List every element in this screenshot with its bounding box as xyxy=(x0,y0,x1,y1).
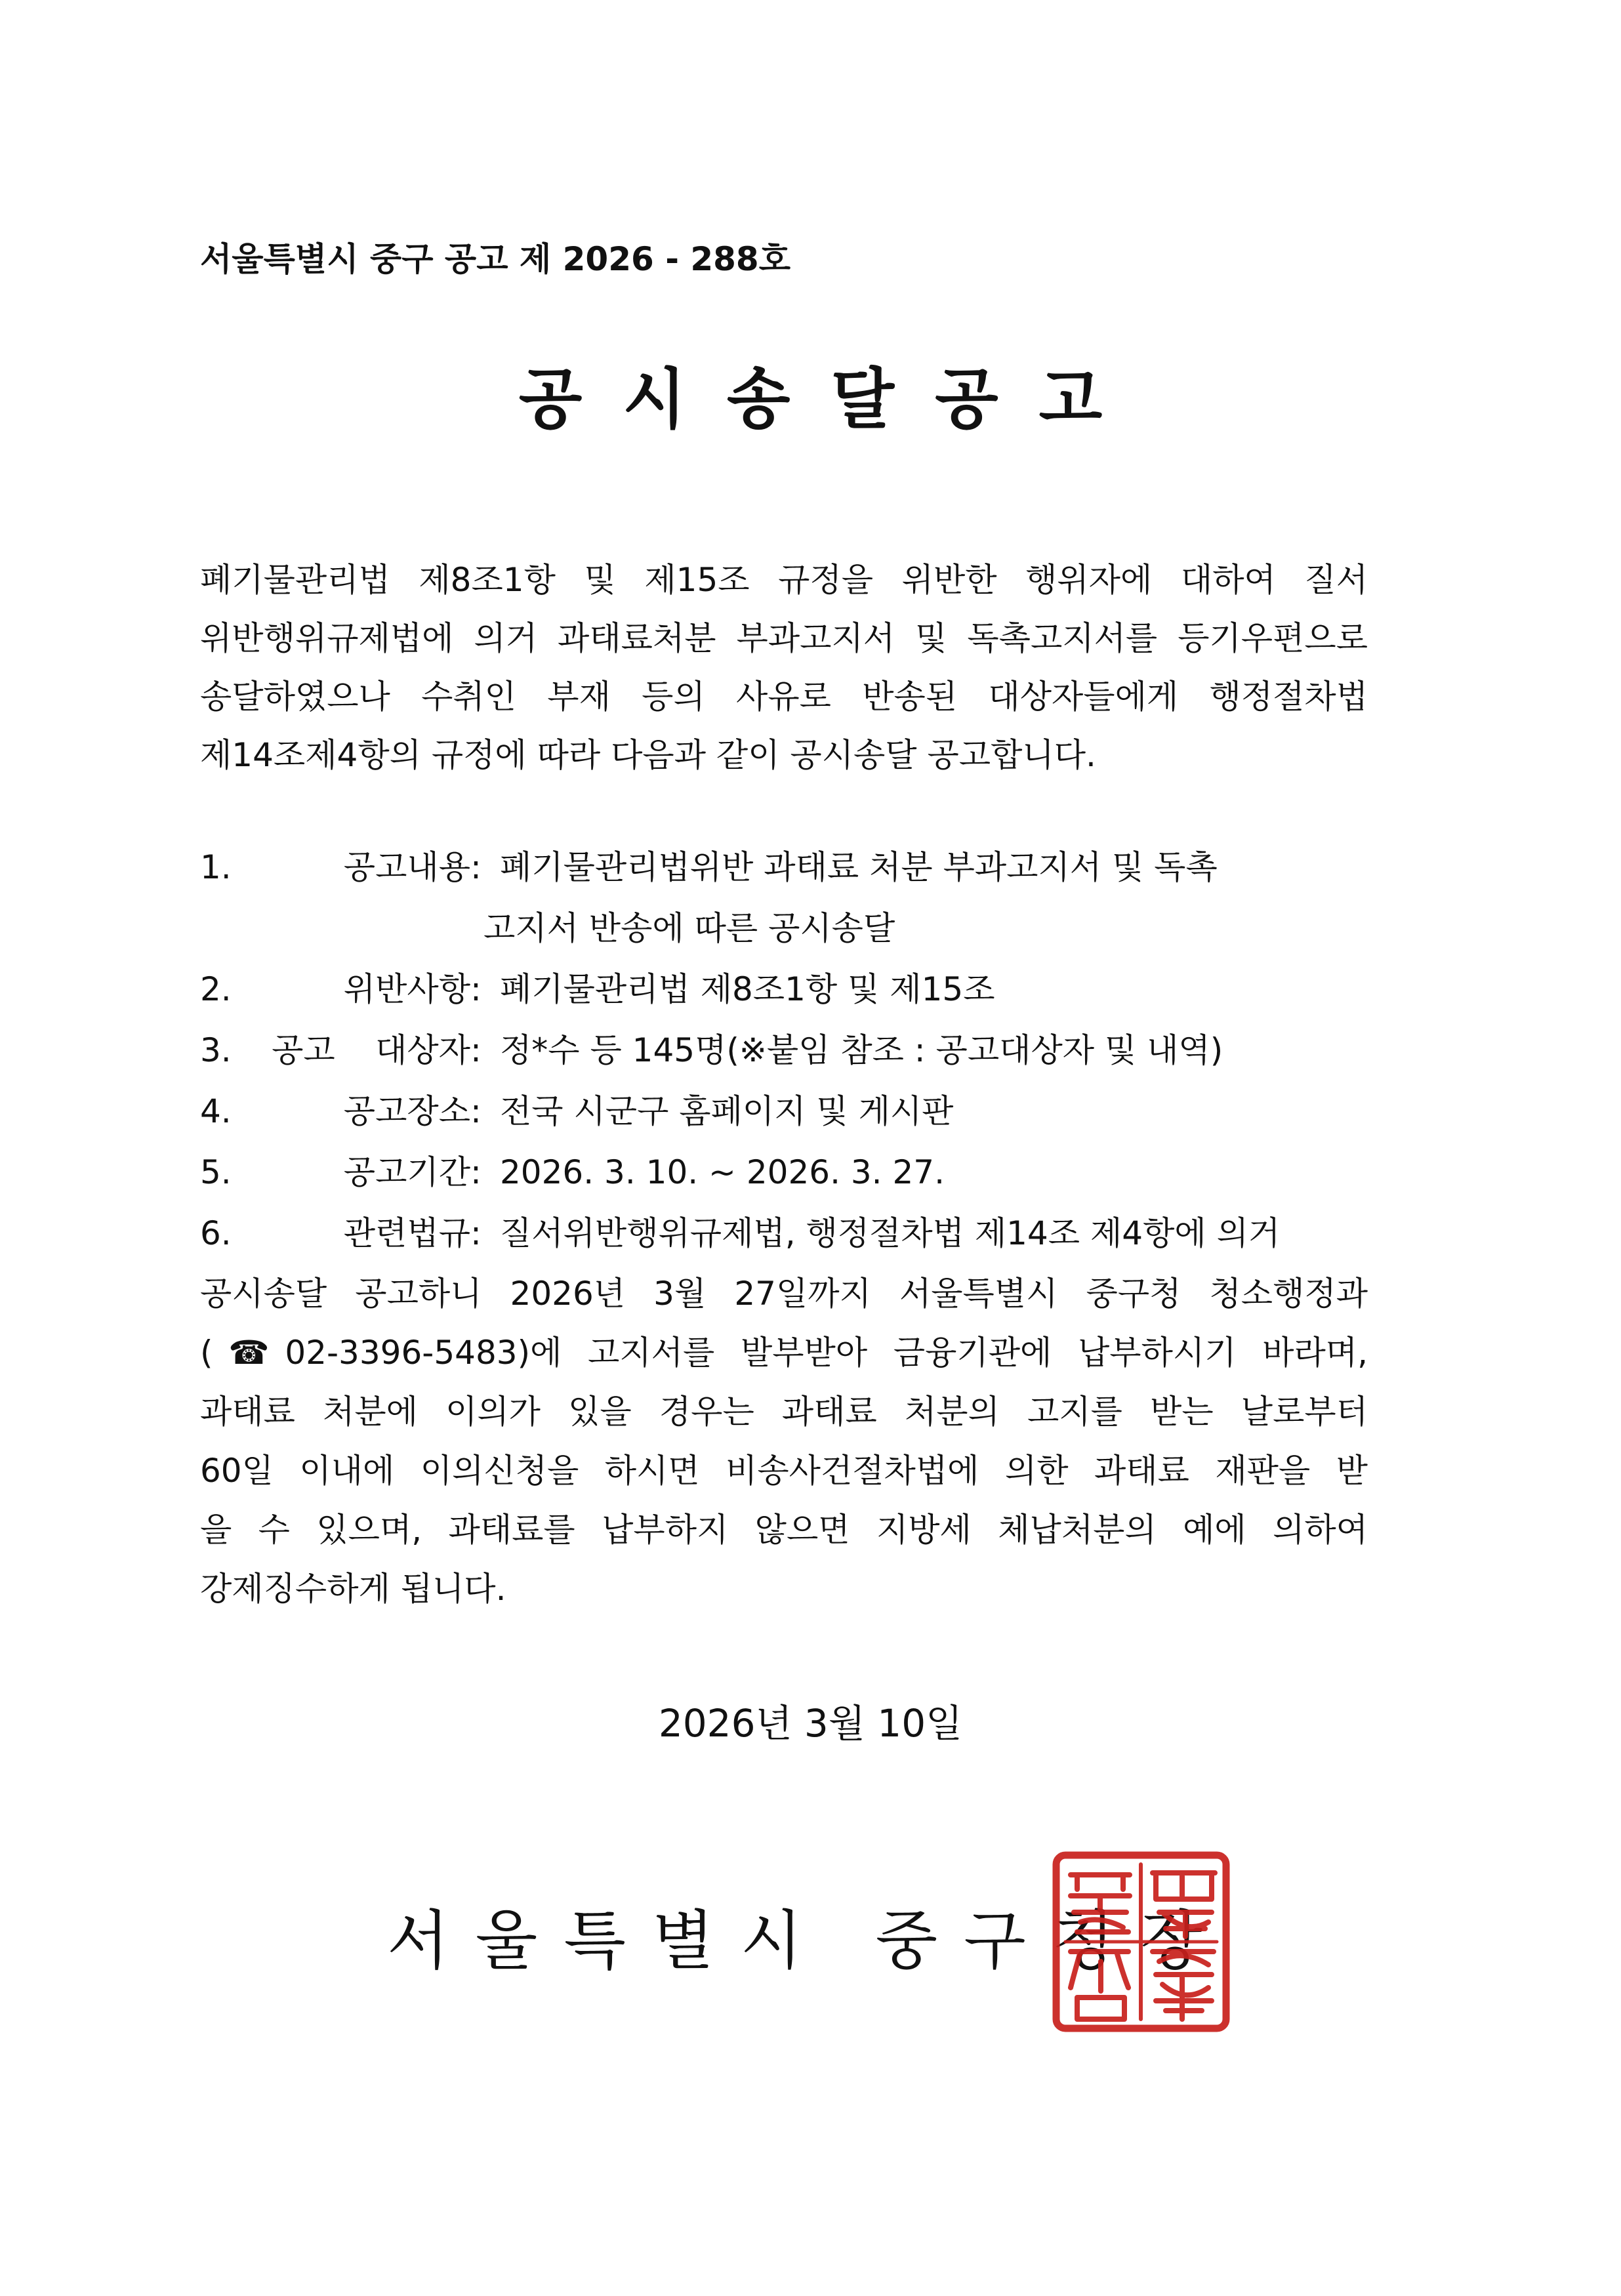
intro-paragraph xyxy=(200,551,1368,785)
item-row-content xyxy=(200,837,1368,898)
item-label-text: 위반사항 xyxy=(343,970,470,1008)
item-row-location xyxy=(200,1081,1368,1142)
item-label-text: 공고 대상자 xyxy=(272,1031,470,1069)
item-number: 6. xyxy=(200,1214,232,1252)
issuer-signature: 서울특별시 중구청장 xyxy=(387,1904,1229,1978)
closing-paragraph xyxy=(200,1264,1368,1618)
closing-line: 강제징수하게 됩니다. xyxy=(200,1570,506,1608)
item-row-period xyxy=(200,1142,1368,1203)
item-label xyxy=(200,1142,470,1203)
closing-line: 을 수 있으며, 과태료를 납부하지 않으면 지방세 체납처분의 예에 의하여 xyxy=(200,1511,1368,1549)
closing-line: 과태료 처분에 이의가 있을 경우는 과태료 처분의 고지를 받는 날로부터 xyxy=(200,1393,1368,1431)
item-label xyxy=(200,837,470,898)
item-continuation: 고지서 반송에 따른 공시송달 xyxy=(483,909,895,947)
item-separator: : xyxy=(470,1092,482,1130)
item-row-target xyxy=(200,1020,1368,1081)
closing-line: 공시송달 공고하니 2026년 3월 27일까지 서울특별시 중구청 청소행정과 xyxy=(200,1275,1368,1313)
item-number: 5. xyxy=(200,1153,232,1191)
document-title: 공시송달공고 xyxy=(518,361,1143,438)
item-number: 4. xyxy=(200,1092,232,1130)
item-label xyxy=(200,1020,470,1081)
closing-line: 60일 이내에 이의신청을 하시면 비송사건절차법에 의한 과태료 재판을 받 xyxy=(200,1452,1368,1490)
item-value: 전국 시군구 홈페이지 및 게시판 xyxy=(500,1092,954,1130)
item-label xyxy=(200,1203,470,1264)
item-label xyxy=(200,959,470,1020)
intro-line: 송달하였으나 수취인 부재 등의 사유로 반송된 대상자들에게 행정절차법 xyxy=(200,678,1368,716)
intro-line: 제14조제4항의 규정에 따라 다음과 같이 공시송달 공고합니다. xyxy=(200,736,1096,774)
item-separator: : xyxy=(470,848,482,886)
closing-line: (☎02-3396-5483)에 고지서를 발부받아 금융기관에 납부하시기 바라며, xyxy=(200,1334,1368,1372)
intro-line: 위반행위규제법에 의거 과태료처분 부과고지서 및 독촉고지서를 등기우편으로 xyxy=(200,619,1368,657)
item-label xyxy=(200,1081,470,1142)
official-seal-icon xyxy=(1051,1850,1231,2034)
item-label-text: 공고장소 xyxy=(343,1092,470,1130)
item-row-violation xyxy=(200,959,1368,1020)
item-value: 폐기물관리법위반 과태료 처분 부과고지서 및 독촉 xyxy=(500,848,1218,886)
item-row-law xyxy=(200,1203,1368,1264)
notice-items xyxy=(200,837,1368,1618)
item-value: 질서위반행위규제법, 행정절차법 제14조 제4항에 의거 xyxy=(500,1214,1281,1252)
item-separator: : xyxy=(470,1214,482,1252)
notice-date: 2026년 3월 10일 xyxy=(658,1701,963,1746)
item-number: 1. xyxy=(200,848,232,886)
item-value: 2026. 3. 10. ~ 2026. 3. 27. xyxy=(500,1153,945,1191)
item-value: 정*수 등 145명(※붙임 참조 : 공고대상자 및 내역) xyxy=(500,1031,1223,1069)
item-label-text: 공고기간 xyxy=(343,1153,470,1191)
item-separator: : xyxy=(470,1031,482,1069)
item-label-text: 관련법규 xyxy=(343,1214,470,1252)
item-number: 3. xyxy=(200,1031,232,1069)
notice-number: 서울특별시 중구 공고 제 2026 - 288호 xyxy=(200,240,791,278)
intro-line: 폐기물관리법 제8조1항 및 제15조 규정을 위반한 행위자에 대하여 질서 xyxy=(200,561,1368,599)
item-label-text: 공고내용 xyxy=(343,848,470,886)
item-number: 2. xyxy=(200,970,232,1008)
item-separator: : xyxy=(470,1153,482,1191)
item-separator: : xyxy=(470,970,482,1008)
item-value: 폐기물관리법 제8조1항 및 제15조 xyxy=(500,970,995,1008)
